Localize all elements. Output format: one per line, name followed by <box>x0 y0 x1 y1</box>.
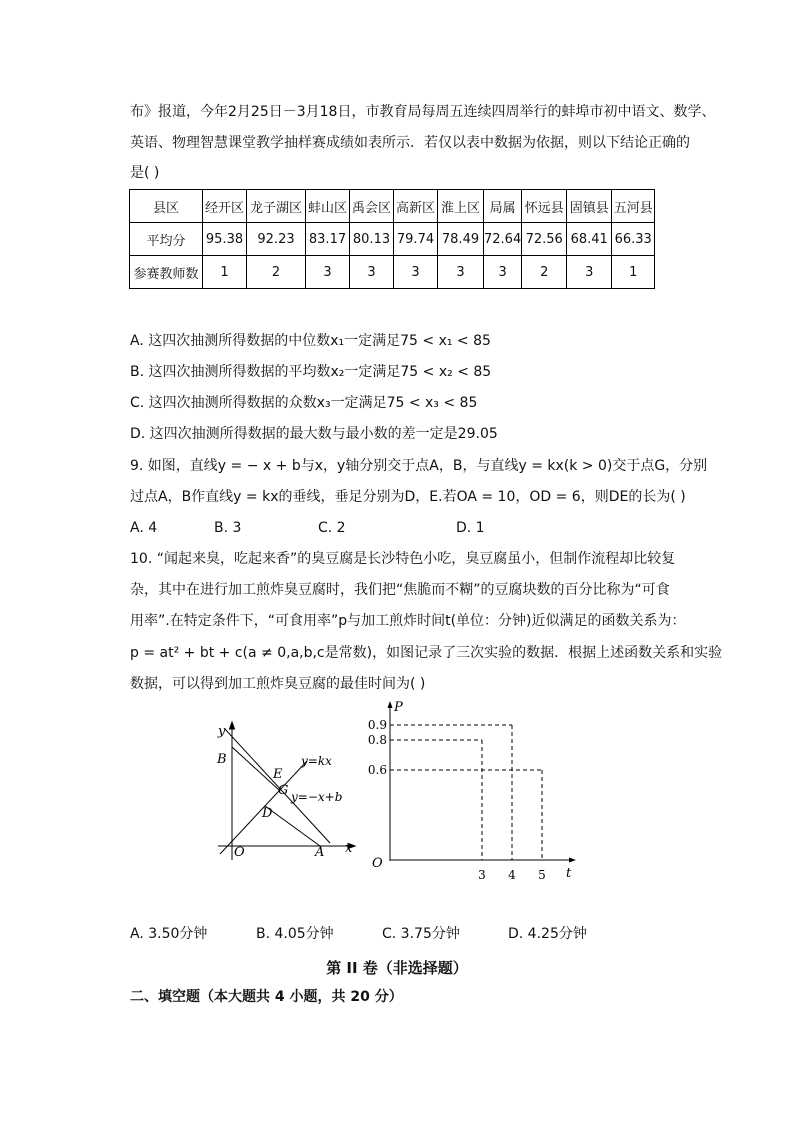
q8-intro-line-2: 英语、物理智慧课堂教学抽样赛成绩如表所示．若仅以表中数据为依据，则以下结论正确的 <box>130 135 690 151</box>
q10-option-a: A. 3.50分钟 <box>130 926 208 942</box>
table-cell: 2 <box>522 256 567 289</box>
label-origin: O <box>372 856 383 871</box>
x-tick-label: 4 <box>508 868 516 882</box>
table-cell: 蚌山区 <box>306 190 350 223</box>
label-o: O <box>234 845 245 860</box>
label-b: B <box>217 752 227 767</box>
table-cell: 3 <box>306 256 350 289</box>
section-title: 第 II 卷（非选择题） <box>326 959 468 977</box>
table-cell: 参赛教师数 <box>130 256 203 289</box>
table-cell: 72.56 <box>522 223 567 256</box>
table-cell: 平均分 <box>130 223 203 256</box>
q10-option-d: D. 4.25分钟 <box>508 926 587 942</box>
table-cell: 五河县 <box>612 190 655 223</box>
table-cell: 68.41 <box>567 223 612 256</box>
q8-option-c: C. 这四次抽测所得数据的众数x₃一定满足75 < x₃ < 85 <box>130 395 478 411</box>
geometry-figure <box>210 718 370 878</box>
table-cell: 2 <box>247 256 306 289</box>
q8-intro-line-3: 是( ) <box>130 165 160 181</box>
table-cell: 72.64 <box>484 223 522 256</box>
table-cell: 3 <box>484 256 522 289</box>
label-d: D <box>262 806 273 821</box>
q10-option-b: B. 4.05分钟 <box>256 926 334 942</box>
t-axis-arrow <box>569 858 576 863</box>
q10-stem-line-1: 10. “闻起来臭，吃起来香”的臭豆腐是长沙特色小吃，臭豆腐虽小，但制作流程却比较复 <box>130 551 676 567</box>
section-subtitle: 二、填空题（本大题共 4 小题，共 20 分） <box>130 989 403 1005</box>
q8-option-b: B. 这四次抽测所得数据的平均数x₂一定满足75 < x₂ < 85 <box>130 364 492 380</box>
table-row-header <box>130 190 655 223</box>
table-cell: 3 <box>438 256 484 289</box>
q9-option-a: A. 4 <box>130 520 158 536</box>
table-cell: 66.33 <box>612 223 655 256</box>
table-cell: 78.49 <box>438 223 484 256</box>
table-cell: 95.38 <box>203 223 247 256</box>
label-e: E <box>273 767 283 782</box>
table-cell: 79.74 <box>394 223 438 256</box>
table-cell: 固镇县 <box>567 190 612 223</box>
table-cell: 淮上区 <box>438 190 484 223</box>
q9-option-c: C. 2 <box>318 520 346 536</box>
x-tick-label: 3 <box>478 868 486 882</box>
table-cell: 经开区 <box>203 190 247 223</box>
label-x: x <box>345 841 353 856</box>
perpendicular-be <box>232 747 279 790</box>
table-cell: 怀远县 <box>522 190 567 223</box>
table-cell: 3 <box>394 256 438 289</box>
table-cell: 92.23 <box>247 223 306 256</box>
table-row-teachers <box>130 256 655 289</box>
label-line-kx: y=kx <box>301 754 332 768</box>
table-row-average <box>130 223 655 256</box>
table-cell: 局属 <box>484 190 522 223</box>
label-y: y <box>218 724 226 739</box>
q9-option-d: D. 1 <box>456 520 485 536</box>
y-tick-label: 0.9 <box>368 718 387 732</box>
label-line-b: y=−x+b <box>291 790 343 804</box>
q10-stem-line-3: 用率”.在特定条件下，“可食用率”p与加工煎炸时间t(单位：分钟)近似满足的函数关系为： <box>130 613 686 629</box>
table-cell: 3 <box>350 256 394 289</box>
table-cell: 83.17 <box>306 223 350 256</box>
table-cell: 禹会区 <box>350 190 394 223</box>
table-cell: 1 <box>612 256 655 289</box>
y-axis-arrow <box>230 722 235 729</box>
score-table <box>129 189 655 289</box>
table-cell: 高新区 <box>394 190 438 223</box>
q9-stem-line-1: 9. 如图，直线y = − x + b与x，y轴分别交于点A，B，与直线y = kx(k > 0)交于点G，分别 <box>130 458 708 474</box>
label-t: t <box>566 866 572 881</box>
q8-intro-line-1: 布》报道，今年2月25日－3月18日，市教育局每周五连续四周举行的蚌埠市初中语文、数学、 <box>130 104 716 120</box>
table-cell: 龙子湖区 <box>247 190 306 223</box>
q10-stem-line-2: 杂，其中在进行加工煎炸臭豆腐时，我们把“焦脆而不糊”的豆腐块数的百分比称为“可食 <box>130 582 670 598</box>
q9-option-b: B. 3 <box>214 520 242 536</box>
label-g: G <box>278 783 289 798</box>
x-tick-label: 5 <box>538 868 546 882</box>
table-cell: 1 <box>203 256 247 289</box>
perpendicular-ad <box>265 806 320 846</box>
table-cell: 县区 <box>130 190 203 223</box>
q10-stem-line-4: p = at² + bt + c(a ≠ 0,a,b,c是常数)，如图记录了三次实验的数据．根据上述函数关系和实验 <box>130 645 723 661</box>
q8-option-d: D. 这四次抽测所得数据的最大数与最小数的差一定是29.05 <box>130 426 498 442</box>
label-a: A <box>315 845 325 860</box>
table-cell: 3 <box>567 256 612 289</box>
p-t-chart <box>368 695 588 885</box>
label-p: P <box>394 700 403 715</box>
q9-stem-line-2: 过点A，B作直线y = kx的垂线，垂足分别为D，E.若OA = 10，OD = 6，则DE的长为( ) <box>130 489 686 505</box>
q10-option-c: C. 3.75分钟 <box>382 926 460 942</box>
table-cell: 80.13 <box>350 223 394 256</box>
y-tick-label: 0.6 <box>368 763 387 777</box>
q8-option-a: A. 这四次抽测所得数据的中位数x₁一定满足75 < x₁ < 85 <box>130 333 491 349</box>
y-tick-label: 0.8 <box>368 733 387 747</box>
q10-stem-line-5: 数据，可以得到加工煎炸臭豆腐的最佳时间为( ) <box>130 676 426 692</box>
p-axis-arrow <box>388 701 393 708</box>
